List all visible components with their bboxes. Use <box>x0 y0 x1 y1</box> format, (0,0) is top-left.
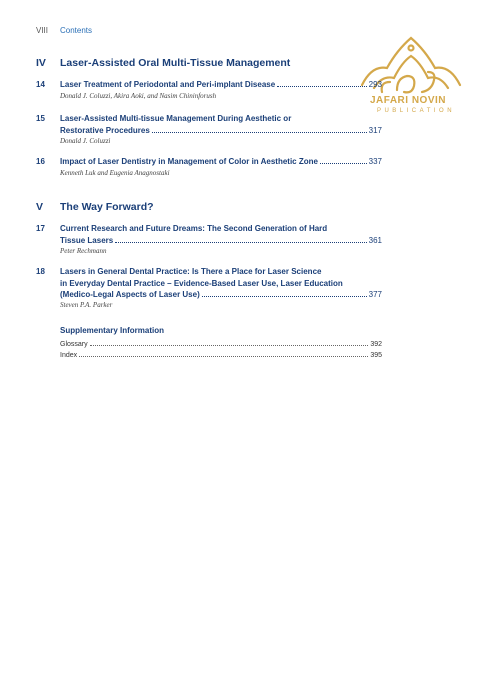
chapter-title-line: Current Research and Future Dreams: The Second Generation of Hard <box>60 224 328 233</box>
supplementary-label: Glossary <box>60 341 88 348</box>
dot-leader <box>320 156 367 164</box>
chapter-title-line: Laser-Assisted Multi-tissue Management During Aesthetic or <box>60 114 292 123</box>
dot-leader <box>115 235 366 243</box>
part-title: The Way Forward? <box>60 201 154 213</box>
chapter-title[interactable] <box>60 156 382 168</box>
chapter-authors: Donald J. Coluzzi, Akira Aoki, and Nasim Chininforush <box>60 92 217 100</box>
chapter-title-line: Lasers in General Dental Practice: Is There a Place for Laser Science <box>60 267 322 276</box>
chapter-title-line: in Everyday Dental Practice – Evidence-Based Laser Use, Laser Education <box>60 278 343 288</box>
dot-leader <box>202 289 367 297</box>
dot-leader <box>90 339 369 346</box>
chapter-number: 16 <box>36 157 45 166</box>
chapter-number: 18 <box>36 267 45 276</box>
chapter-title-line: Laser Treatment of Periodontal and Peri-implant Disease <box>60 80 276 89</box>
chapter-title-line: Impact of Laser Dentistry in Management of Color in Aesthetic Zone <box>60 157 318 166</box>
chapter-title[interactable] <box>60 223 382 246</box>
supplementary-page: 395 <box>370 352 382 359</box>
dot-leader <box>277 79 366 87</box>
running-header: Contents <box>60 26 93 35</box>
supplementary-item[interactable] <box>60 339 382 348</box>
chapter-authors: Peter Rechmann <box>60 247 107 255</box>
chapter-page: 317 <box>368 125 382 135</box>
chapter-number: 14 <box>36 80 45 89</box>
part-number: V <box>36 201 44 213</box>
chapter-authors: Donald J. Coluzzi <box>60 137 111 145</box>
chapter-title[interactable] <box>60 113 382 136</box>
chapter-title[interactable] <box>60 79 382 91</box>
chapter-authors: Steven P.A. Parker <box>60 301 113 309</box>
logo-tagline: PUBLICATION <box>376 108 456 114</box>
chapter-number: 15 <box>36 114 45 123</box>
chapter-page: 377 <box>368 290 382 299</box>
dot-leader <box>152 125 367 133</box>
supplementary-item[interactable] <box>60 350 382 359</box>
chapter-title-line: Restorative Procedures <box>60 125 150 135</box>
chapter-authors: Kenneth Luk and Eugenia Anagnostaki <box>60 169 170 177</box>
chapter-page: 361 <box>368 235 382 245</box>
supplementary-label: Index <box>60 352 78 359</box>
chapter-page: 293 <box>368 80 382 89</box>
chapter-title-line: (Medico-Legal Aspects of Laser Use) <box>60 290 200 299</box>
chapter-number: 17 <box>36 224 45 233</box>
supplementary-page: 392 <box>370 341 382 348</box>
part-title: Laser-Assisted Oral Multi-Tissue Management <box>60 57 291 69</box>
part-number: IV <box>36 57 46 69</box>
chapter-title-line: Tissue Lasers <box>60 235 114 245</box>
supplementary-heading: Supplementary Information <box>60 326 165 335</box>
page-number: VIII <box>36 26 49 35</box>
publisher-logo <box>352 30 470 120</box>
dot-leader <box>79 350 368 357</box>
chapter-page: 337 <box>368 157 382 166</box>
logo-name: JAFARI NOVIN <box>369 95 446 106</box>
chapter-title[interactable] <box>60 266 382 301</box>
